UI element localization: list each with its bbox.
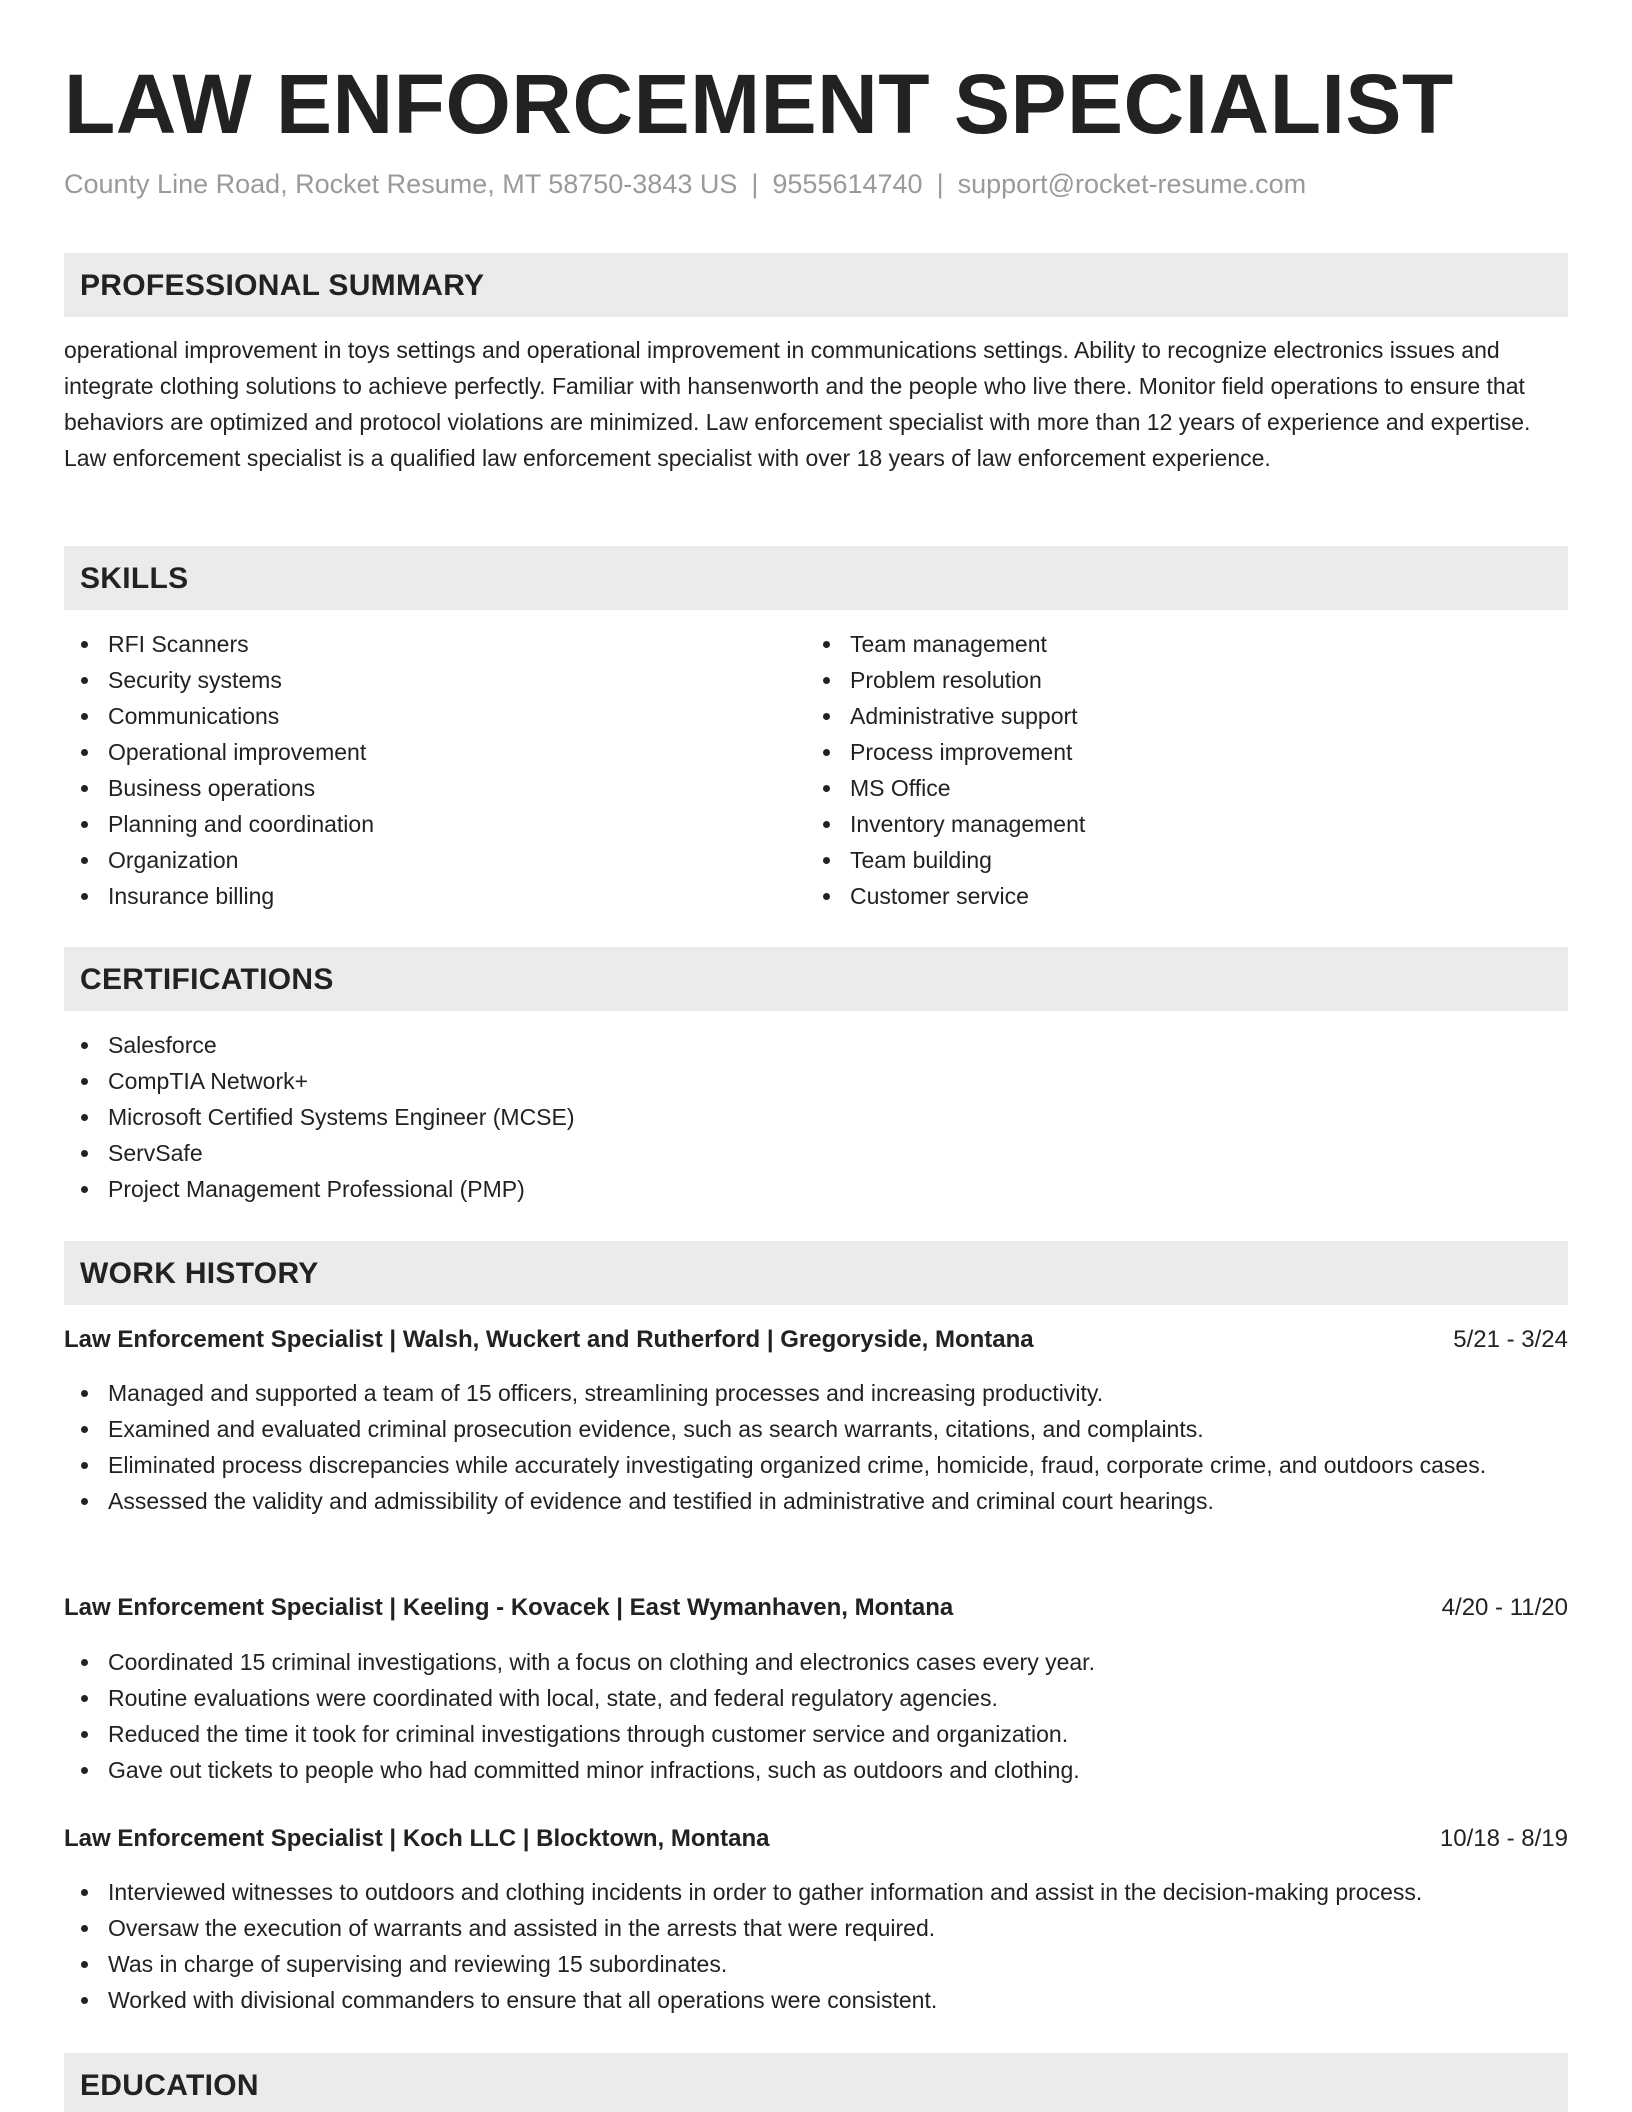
job-dates: 4/20 - 11/20: [1441, 1594, 1568, 1621]
list-item: Operational improvement: [64, 734, 374, 770]
list-item: Inventory management: [806, 806, 1085, 842]
email-link[interactable]: support@rocket-resume.com: [957, 169, 1307, 199]
page-title: LAW ENFORCEMENT SPECIALIST: [64, 57, 1454, 151]
list-item: Administrative support: [806, 698, 1085, 734]
list-item: MS Office: [806, 770, 1085, 806]
contact-line: [64, 166, 1306, 202]
list-item: Business operations: [64, 770, 374, 806]
separator: |: [936, 169, 944, 199]
section-title: WORK HISTORY: [80, 1257, 319, 1290]
skills-list-left: [64, 626, 374, 914]
list-item: RFI Scanners: [64, 626, 374, 662]
section-header-work-history: [64, 1241, 1568, 1305]
separator: |: [751, 169, 759, 199]
list-item: Problem resolution: [806, 662, 1085, 698]
list-item: Examined and evaluated criminal prosecution evidence, such as search warrants, citations, and complaints.: [64, 1411, 1568, 1447]
list-item: Oversaw the execution of warrants and assisted in the arrests that were required.: [64, 1910, 1568, 1946]
certifications-list: [64, 1027, 575, 1207]
list-item: Reduced the time it took for criminal investigations through customer service and organization.: [64, 1716, 1568, 1752]
job-bullets: [64, 1375, 1568, 1519]
list-item: Worked with divisional commanders to ensure that all operations were consistent.: [64, 1982, 1568, 2018]
section-header-skills: [64, 546, 1568, 610]
list-item: Communications: [64, 698, 374, 734]
job-dates: 5/21 - 3/24: [1453, 1326, 1568, 1353]
section-header-summary: [64, 253, 1568, 317]
section-header-certifications: [64, 947, 1568, 1011]
summary-text: operational improvement in toys settings and operational improvement in communications settings. Ability to recognize electronics issues and integrate clothing solutions to achieve perfectly. Familiar with hansenworth and the people who live there. Monitor field operations to ensure that behaviors are optimized and protocol violations are minimized. Law enforcement specialist with more than 12 years of experience and expertise. Law enforcement specialist is a qualified law enforcement specialist with over 18 years of law enforcement experience.: [64, 337, 1531, 471]
list-item: Was in charge of supervising and reviewing 15 subordinates.: [64, 1946, 1568, 1982]
list-item: Salesforce: [64, 1027, 575, 1063]
list-item: Coordinated 15 criminal investigations, with a focus on clothing and electronics cases every year.: [64, 1644, 1568, 1680]
list-item: Eliminated process discrepancies while accurately investigating organized crime, homicide, fraud, corporate crime, and outdoors cases.: [64, 1447, 1568, 1483]
list-item: Security systems: [64, 662, 374, 698]
address-text: County Line Road, Rocket Resume, MT 58750-3843 US: [64, 169, 738, 199]
phone-text: 9555614740: [772, 169, 923, 199]
section-title: SKILLS: [80, 562, 189, 595]
job-bullets: [64, 1644, 1568, 1788]
list-item: Organization: [64, 842, 374, 878]
job-bullets: [64, 1874, 1568, 2018]
job-dates: 10/18 - 8/19: [1439, 1825, 1568, 1852]
list-item: Microsoft Certified Systems Engineer (MCSE): [64, 1099, 575, 1135]
list-item: Team management: [806, 626, 1085, 662]
list-item: ServSafe: [64, 1135, 575, 1171]
list-item: Customer service: [806, 878, 1085, 914]
section-title: EDUCATION: [80, 2069, 259, 2102]
list-item: CompTIA Network+: [64, 1063, 575, 1099]
section-title: PROFESSIONAL SUMMARY: [80, 269, 485, 302]
list-item: Assessed the validity and admissibility of evidence and testified in administrative and criminal court hearings.: [64, 1483, 1568, 1519]
list-item: Process improvement: [806, 734, 1085, 770]
list-item: Planning and coordination: [64, 806, 374, 842]
job-title: Law Enforcement Specialist | Keeling - Kovacek | East Wymanhaven, Montana: [64, 1594, 954, 1621]
job-title: Law Enforcement Specialist | Walsh, Wuckert and Rutherford | Gregoryside, Montana: [64, 1326, 1034, 1353]
list-item: Managed and supported a team of 15 officers, streamlining processes and increasing productivity.: [64, 1375, 1568, 1411]
list-item: Gave out tickets to people who had committed minor infractions, such as outdoors and clothing.: [64, 1752, 1568, 1788]
list-item: Project Management Professional (PMP): [64, 1171, 575, 1207]
list-item: Insurance billing: [64, 878, 374, 914]
list-item: Routine evaluations were coordinated with local, state, and federal regulatory agencies.: [64, 1680, 1568, 1716]
list-item: Team building: [806, 842, 1085, 878]
job-title: Law Enforcement Specialist | Koch LLC | Blocktown, Montana: [64, 1825, 770, 1852]
section-header-education: [64, 2053, 1568, 2112]
section-title: CERTIFICATIONS: [80, 963, 334, 996]
list-item: Interviewed witnesses to outdoors and clothing incidents in order to gather information and assist in the decision-making process.: [64, 1874, 1568, 1910]
skills-list-right: [806, 626, 1085, 914]
